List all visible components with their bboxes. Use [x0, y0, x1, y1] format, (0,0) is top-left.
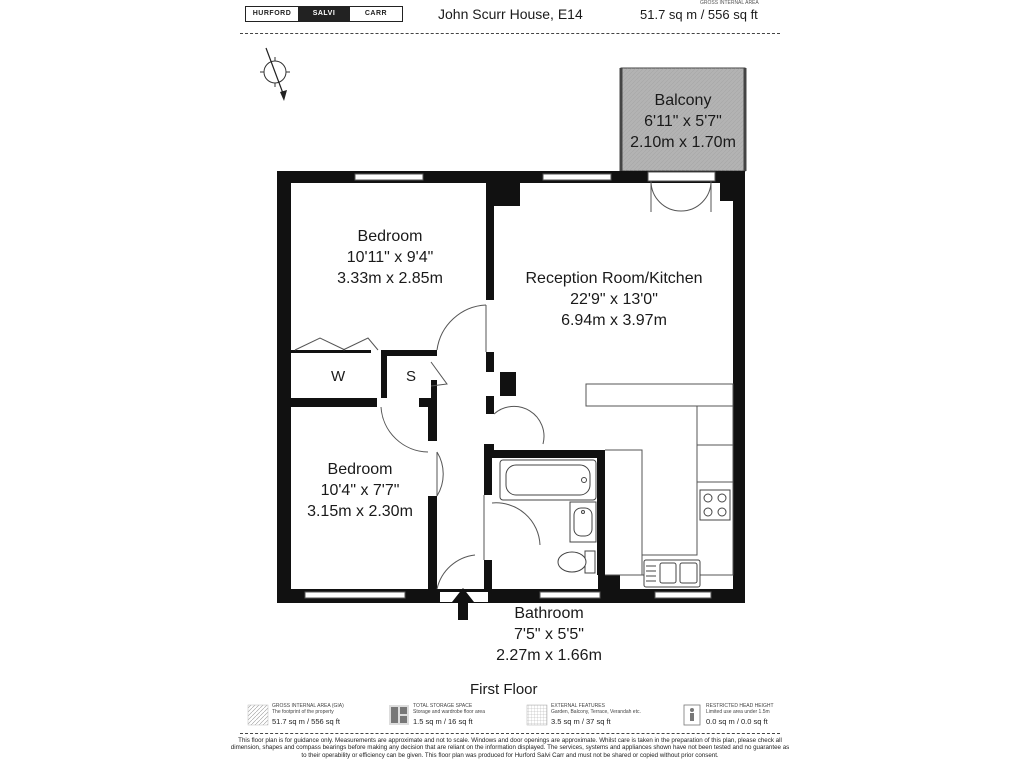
room-label-wardrobe: W [331, 368, 346, 385]
bathtub-icon [500, 460, 596, 500]
legend-external-title: EXTERNAL FEATURES [551, 703, 605, 709]
bedroom-2-imperial: 10'4" x 7'7" [320, 482, 400, 499]
logo-word-salvi: SALVI [298, 7, 350, 21]
reception-metric: 6.94m x 3.97m [561, 312, 667, 329]
legend-item-storage [413, 703, 523, 727]
balcony-imperial: 6'11" x 5'7" [644, 113, 722, 130]
room-label-bathroom [470, 603, 628, 666]
gia-caption: GROSS INTERNAL AREA [700, 0, 759, 6]
legend-head-height-title: RESTRICTED HEAD HEIGHT [706, 703, 774, 709]
legend-storage-value: 1.5 sq m / 16 sq ft [413, 717, 473, 726]
gia-value: 51.7 sq m / 556 sq ft [640, 7, 758, 22]
bedroom-1-imperial: 10'11" x 9'4" [346, 249, 434, 266]
gia-hatch-icon [248, 705, 268, 725]
bedroom-1-name: Bedroom [357, 228, 423, 245]
washbasin-icon [570, 502, 596, 542]
disclaimer-text: This floor plan is for guidance only. Measurements are approximate and not to scale. Windows and door openings are approximate. Whilst care is taken in the preparation of this plan, please check all dimension, shapes and compass bearings before making any decision that are reliant on the information displayed. The services, systems and appliances shown have not been tested and no guarantee as to their operability or efficiency can be given. This floor plan was produced for Hurford Salvi Carr and must not be shared or copied without prior consent. [230, 737, 790, 759]
balcony-metric: 2.10m x 1.70m [630, 134, 736, 151]
legend-item-gia [272, 703, 382, 727]
compass-icon [260, 48, 290, 101]
legend-gia-value: 51.7 sq m / 556 sq ft [272, 717, 340, 726]
room-label-storage: S [406, 368, 417, 385]
legend-head-height-value: 0.0 sq m / 0.0 sq ft [706, 717, 768, 726]
balcony-name: Balcony [654, 92, 712, 109]
reception-name: Reception Room/Kitchen [525, 270, 703, 287]
storage-icon [389, 705, 409, 725]
kitchen-counters [586, 384, 733, 575]
bathroom-name: Bathroom [514, 605, 584, 622]
legend-item-head-height [706, 703, 796, 727]
bedroom-1-metric: 3.33m x 2.85m [337, 270, 443, 287]
reception-imperial: 22'9" x 13'0" [570, 291, 658, 308]
room-label-reception-kitchen [500, 268, 728, 331]
legend-gia-title: GROSS INTERNAL AREA (GIA) [272, 703, 344, 709]
logo-word-hurford: HURFORD [246, 7, 298, 21]
head-height-icon [684, 705, 700, 725]
bathroom-imperial: 7'5" x 5'5" [514, 626, 584, 643]
kitchen-sink-icon [644, 560, 700, 587]
room-label-balcony [622, 90, 744, 153]
legend-head-height-desc: Limited use area under 1.5m [706, 709, 770, 715]
toilet-icon [558, 551, 595, 573]
hob-icon [700, 490, 730, 520]
legend-item-external [551, 703, 681, 727]
legend-external-value: 3.5 sq m / 37 sq ft [551, 717, 611, 726]
bathroom-metric: 2.27m x 1.66m [496, 647, 602, 664]
footer-divider [240, 733, 780, 734]
room-label-bedroom-1 [300, 226, 480, 289]
bedroom-2-metric: 3.15m x 2.30m [307, 503, 413, 520]
legend-external-desc: Garden, Balcony, Terrace, Verandah etc. [551, 709, 641, 715]
room-label-bedroom-2 [290, 459, 430, 522]
legend-storage-title: TOTAL STORAGE SPACE [413, 703, 473, 709]
bedroom-2-name: Bedroom [327, 461, 393, 478]
legend-gia-desc: The footprint of the property [272, 709, 334, 715]
logo-word-carr: CARR [350, 7, 402, 21]
legend-storage-desc: Storage and wardrobe floor area [413, 709, 485, 715]
external-grid-icon [527, 705, 547, 725]
property-address: John Scurr House, E14 [438, 6, 583, 22]
floor-label: First Floor [470, 681, 538, 698]
